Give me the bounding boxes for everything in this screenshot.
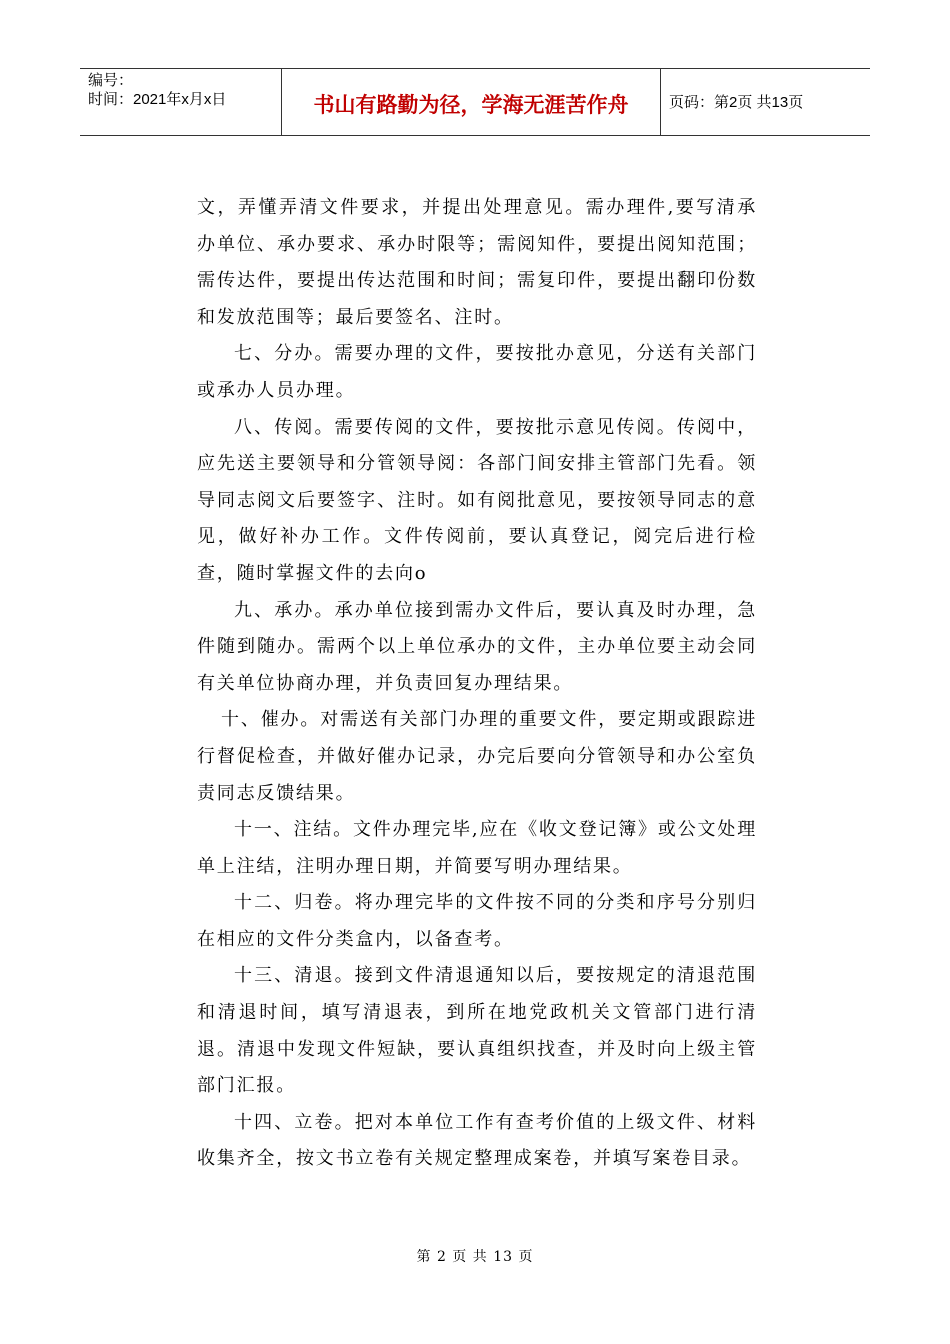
document-time-label: 时间：2021年x月x日 [88, 91, 227, 108]
document-code-label: 编号： [88, 72, 134, 89]
paragraph-return: 十三、清退。接到文件清退通知以后，要按规定的清退范围和清退时间，填写清退表，到所在地党政机关文管部门进行清退。清退中发现文件短缺，要认真组织找查，并及时向上级主管部门汇报。 [197, 965, 757, 1097]
page-footer: 第 2 页 共 13 页 [416, 1249, 534, 1265]
paragraph-archiving: 十四、立卷。把对本单位工作有查考价值的上级文件、材料收集齐全，按文书立卷有关规定整理成案卷，并填写案卷目录。 [197, 1111, 757, 1170]
header-motto-cell [282, 69, 661, 135]
paragraph-handling: 九、承办。承办单位接到需办文件后，要认真及时办理，急件随到随办。需两个以上单位承办的文件，主办单位要主动会同有关单位协商办理，并负责回复办理结果。 [197, 599, 757, 694]
paragraph-filing: 十二、归卷。将办理完毕的文件按不同的分类和序号分别归在相应的文件分类盒内，以备查考。 [197, 892, 757, 950]
header-info-cell [80, 69, 282, 135]
paragraph-urging: 十、催办。对需送有关部门办理的重要文件，要定期或跟踪进行督促检查，并做好催办记录，办完后要向分管领导和办公室负责同志反馈结果。 [197, 709, 757, 804]
header-page-number: 页码：第2页 共13页 [669, 94, 804, 111]
paragraph-closing-note: 十一、注结。文件办理完毕,应在《收文登记簿》或公文处理单上注结，注明办理日期，并简要写明办理结果。 [197, 819, 757, 877]
paragraph-distribution: 七、分办。需要办理的文件，要按批办意见，分送有关部门或承办人员办理。 [197, 343, 757, 401]
document-body [197, 190, 757, 1178]
paragraph-circulation: 八、传阅。需要传阅的文件，要按批示意见传阅。传阅中，应先送主要领导和分管领导阅：各部门间安排主管部门先看。领导同志阅文后要签字、注时。如有阅批意见，要按领导同志的意见，做好补办工作。文件传阅前，要认真登记，阅完后进行检查，随时掌握文件的去向o [197, 416, 757, 584]
header-page-cell [661, 69, 870, 135]
header-motto: 书山有路勤为径，学海无涯苦作舟 [313, 93, 629, 117]
paragraph-continuation: 文，弄懂弄清文件要求，并提出处理意见。需办理件,要写清承办单位、承办要求、承办时限等；需阅知件，要提出阅知范围；需传达件，要提出传达范围和时间；需复印件，要提出翻印份数和发放范围等；最后要签名、注时。 [197, 197, 757, 328]
page-header [80, 68, 870, 136]
